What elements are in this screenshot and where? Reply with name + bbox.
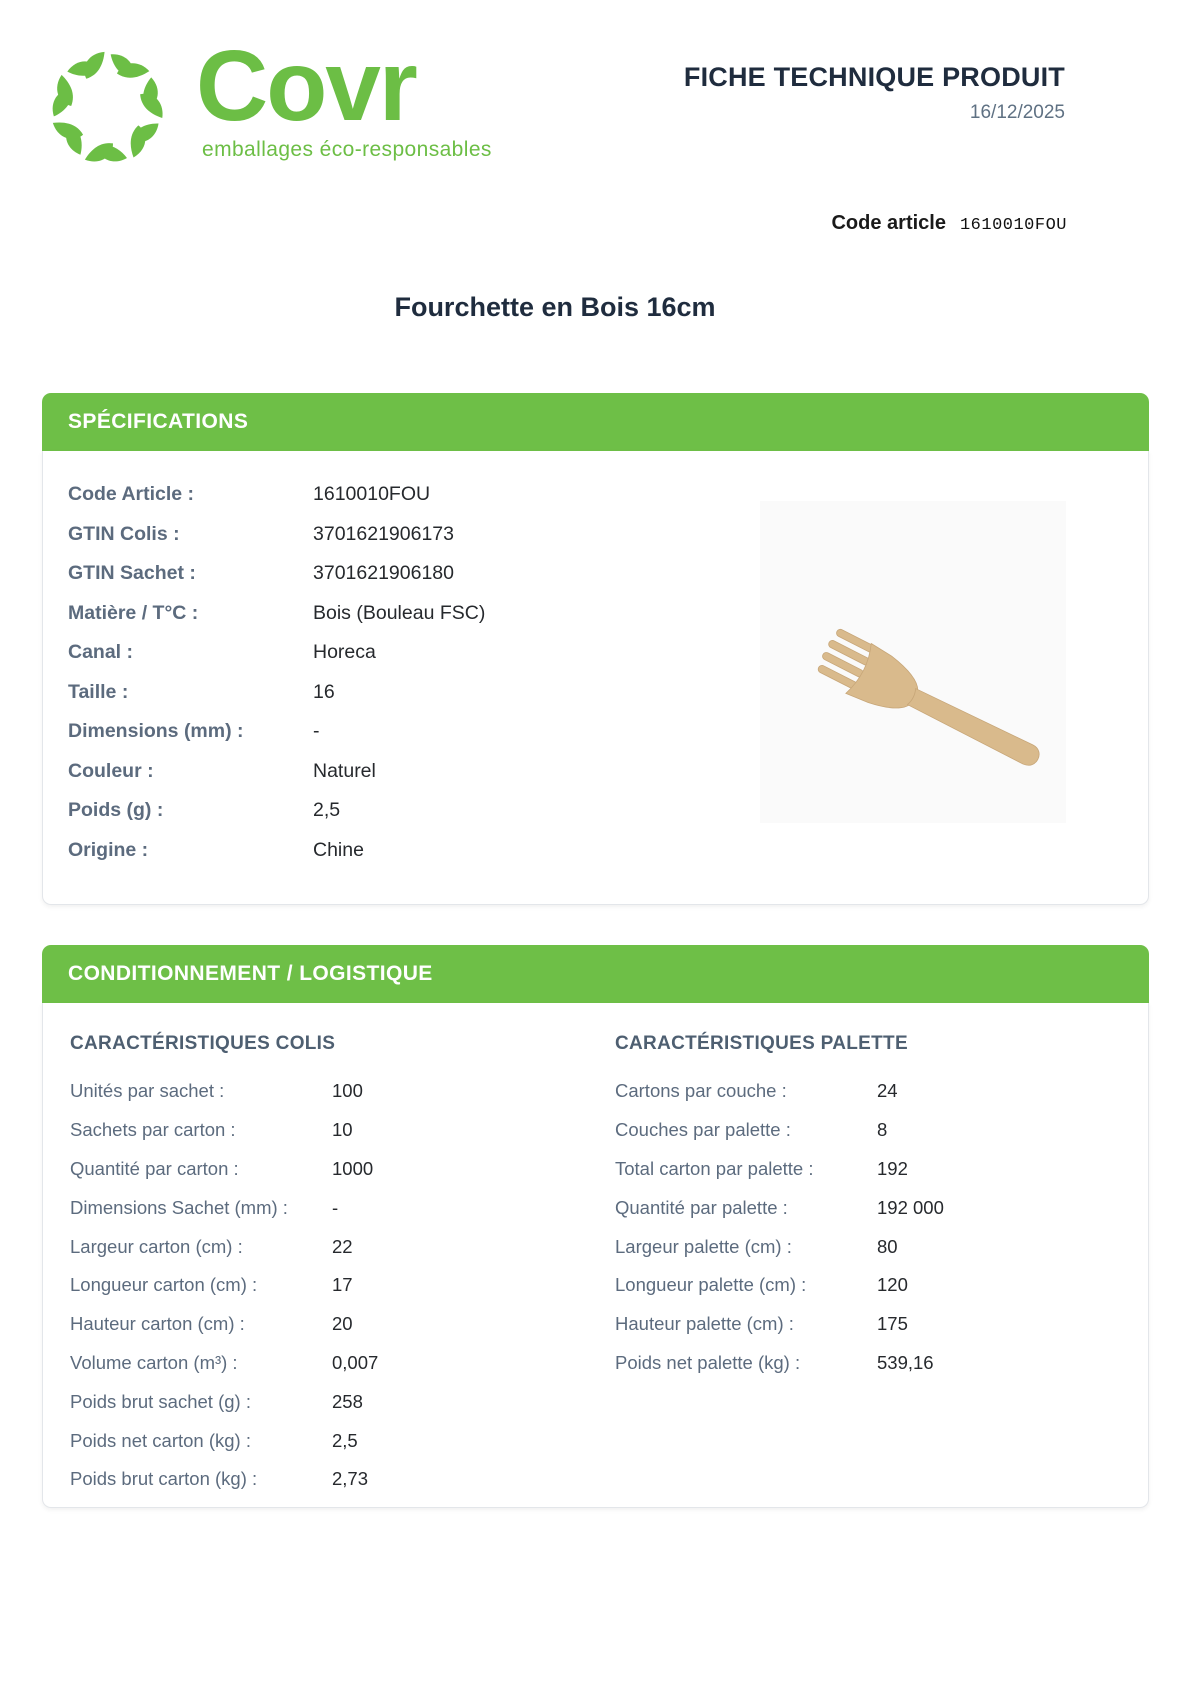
- spec-row: [68, 712, 548, 752]
- logi-label: Poids net carton (kg) :: [70, 1429, 251, 1451]
- specifications-table: [68, 475, 548, 870]
- logi-row: [70, 1111, 570, 1150]
- logi-label: Largeur palette (cm) :: [615, 1235, 792, 1257]
- logi-label: Couches par palette :: [615, 1119, 791, 1141]
- spec-row: [68, 673, 548, 713]
- specifications-card: [42, 393, 1149, 905]
- conditionnement-header: [42, 945, 1149, 1003]
- code-article-value: 1610010FOU: [959, 216, 1067, 235]
- spec-label: GTIN Colis :: [68, 522, 180, 545]
- leaf-ring-icon: [46, 44, 168, 172]
- logi-row: [615, 1227, 1125, 1266]
- logi-row: [70, 1227, 570, 1266]
- conditionnement-header-label: CONDITIONNEMENT / LOGISTIQUE: [68, 962, 433, 985]
- logi-row: [70, 1382, 570, 1421]
- logi-row: [70, 1305, 570, 1344]
- spec-value: 3701621906173: [313, 522, 454, 545]
- logi-row: [70, 1460, 570, 1499]
- spec-row: [68, 475, 548, 515]
- spec-label: Origine :: [68, 838, 149, 861]
- logi-row: [70, 1188, 570, 1227]
- spec-label: Dimensions (mm) :: [68, 720, 244, 743]
- logi-value: 24: [877, 1080, 898, 1102]
- logi-label: Quantité par carton :: [70, 1157, 239, 1179]
- product-photo: [760, 501, 1066, 823]
- spec-label: Taille :: [68, 680, 129, 703]
- wooden-fork-image: [760, 501, 1066, 823]
- spec-value: Chine: [313, 838, 364, 861]
- logi-row: [615, 1072, 1125, 1111]
- logo-wordmark: Covr: [196, 30, 416, 142]
- logi-value: 192 000: [877, 1196, 944, 1218]
- logi-label: Unités par sachet :: [70, 1080, 225, 1102]
- logi-label: Poids brut sachet (g) :: [70, 1390, 251, 1412]
- spec-row: [68, 791, 548, 831]
- logi-row: [70, 1266, 570, 1305]
- logi-value: 0,007: [332, 1351, 379, 1373]
- spec-label: GTIN Sachet :: [68, 562, 196, 585]
- colis-subtitle: CARACTÉRISTIQUES COLIS: [70, 1033, 336, 1054]
- logi-label: Dimensions Sachet (mm) :: [70, 1196, 288, 1218]
- spec-label: Code Article :: [68, 483, 195, 506]
- logi-label: Total carton par palette :: [615, 1157, 814, 1179]
- logi-label: Hauteur carton (cm) :: [70, 1313, 245, 1335]
- conditionnement-card: [42, 945, 1149, 1508]
- logi-value: 1000: [332, 1157, 374, 1179]
- logi-row: [615, 1305, 1125, 1344]
- spec-row: [68, 831, 548, 871]
- product-title: Fourchette en Bois 16cm: [394, 292, 716, 322]
- spec-row: [68, 554, 548, 594]
- logi-row: [70, 1421, 570, 1460]
- spec-value: 3701621906180: [313, 562, 454, 585]
- spec-value: 2,5: [313, 799, 341, 822]
- logi-label: Volume carton (m³) :: [70, 1351, 238, 1373]
- spec-row: [68, 752, 548, 792]
- document-date: 16/12/2025: [969, 102, 1065, 123]
- logi-value: -: [332, 1196, 339, 1218]
- logi-row: [70, 1072, 570, 1111]
- logi-value: 100: [332, 1080, 363, 1102]
- spec-value: -: [313, 720, 320, 743]
- logi-label: Longueur carton (cm) :: [70, 1274, 258, 1296]
- logi-value: 17: [332, 1274, 353, 1296]
- code-article-label: Code article: [831, 212, 946, 234]
- logi-value: 20: [332, 1313, 353, 1335]
- logi-value: 2,73: [332, 1468, 369, 1490]
- logi-value: 10: [332, 1119, 353, 1141]
- spec-row: [68, 515, 548, 555]
- logi-value: 539,16: [877, 1351, 934, 1373]
- logi-label: Largeur carton (cm) :: [70, 1235, 243, 1257]
- document-header: [684, 62, 1065, 124]
- spec-value: 1610010FOU: [313, 483, 431, 506]
- document-title: FICHE TECHNIQUE PRODUIT: [683, 62, 1065, 92]
- spec-value: Naturel: [313, 759, 376, 782]
- carton-characteristics-table: [70, 1033, 570, 1499]
- spec-value: Horeca: [313, 641, 376, 664]
- logi-label: Longueur palette (cm) :: [615, 1274, 807, 1296]
- specifications-header: [42, 393, 1149, 451]
- spec-value: 16: [313, 680, 335, 703]
- logo-tagline: emballages éco-responsables: [202, 138, 492, 161]
- logi-row: [615, 1111, 1125, 1150]
- specifications-header-label: SPÉCIFICATIONS: [68, 410, 249, 433]
- logi-row: [615, 1188, 1125, 1227]
- logi-label: Poids brut carton (kg) :: [70, 1468, 258, 1490]
- palette-characteristics-table: [615, 1033, 1125, 1382]
- logi-row: [615, 1344, 1125, 1383]
- logi-value: 175: [877, 1313, 908, 1335]
- logi-value: 80: [877, 1235, 898, 1257]
- spec-label: Matière / T°C :: [68, 601, 199, 624]
- logi-label: Hauteur palette (cm) :: [615, 1313, 794, 1335]
- spec-label: Couleur :: [68, 759, 154, 782]
- logi-value: 192: [877, 1157, 908, 1179]
- logi-row: [70, 1150, 570, 1189]
- logi-row: [615, 1266, 1125, 1305]
- spec-label: Poids (g) :: [68, 799, 164, 822]
- covr-logo: [46, 30, 492, 172]
- logi-row: [615, 1150, 1125, 1189]
- spec-label: Canal :: [68, 641, 134, 664]
- logi-value: 120: [877, 1274, 908, 1296]
- logi-label: Cartons par couche :: [615, 1080, 787, 1102]
- logi-label: Sachets par carton :: [70, 1119, 236, 1141]
- logi-label: Quantité par palette :: [615, 1196, 788, 1218]
- spec-value: Bois (Bouleau FSC): [313, 601, 486, 624]
- spec-row: [68, 594, 548, 634]
- code-article-row: [831, 212, 1067, 235]
- logi-value: 8: [877, 1119, 888, 1141]
- logi-value: 2,5: [332, 1429, 358, 1451]
- logi-value: 258: [332, 1390, 363, 1412]
- logi-value: 22: [332, 1235, 353, 1257]
- logi-row: [70, 1344, 570, 1383]
- logi-label: Poids net palette (kg) :: [615, 1351, 801, 1373]
- palette-subtitle: CARACTÉRISTIQUES PALETTE: [615, 1033, 908, 1054]
- spec-row: [68, 633, 548, 673]
